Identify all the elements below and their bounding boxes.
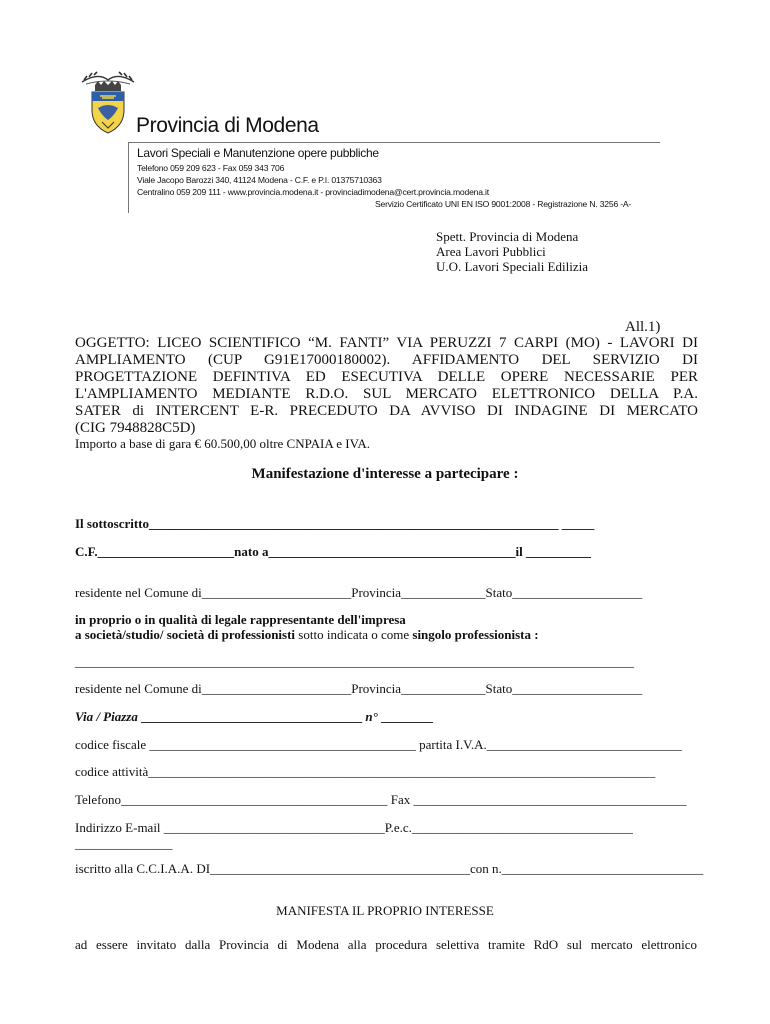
nato-label: nato a [234,544,269,559]
cf-birth-row [75,544,591,560]
department-name: Lavori Speciali e Manutenzione opere pubbliche [137,146,379,160]
email-pec-field[interactable]: Indirizzo E-mail __________________________________P.e.c.__________________________________ [75,820,633,835]
email-continuation-field[interactable]: _______________ [75,836,173,851]
capacity-professional-text: singolo professionista : [412,627,539,642]
tax-code-vat-field[interactable]: codice fiscale _________________________________________ partita I.V.A.______________________________ [75,737,682,752]
manifesta-heading: MANIFESTA IL PROPRIO INTERESSE [276,903,494,918]
form-title: Manifestazione d'interesse a partecipare : [251,466,519,482]
closing-line: ad essere invitato dalla Provincia di Modena alla procedura selettiva tramite RdO sul mercato elettronico [75,937,697,952]
header-divider [128,142,660,143]
street-label: Via / Piazza [75,709,138,724]
company-name-field[interactable]: ______________________________________________________________________________________ [75,654,634,669]
residence-field-1[interactable]: residente nel Comune di_______________________Provincia_____________Stato____________________ [75,585,643,600]
cf-label: C.F. [75,544,98,559]
residence-field-2[interactable]: residente nel Comune di_______________________Provincia_____________Stato____________________ [75,681,643,696]
cf-field[interactable]: _____________________ [97,544,235,559]
recipient-line-1: Spett. Provincia di Modena [436,229,579,244]
subject-line-2: AMPLIAMENTO (CUP G91E17000180002). AFFIDAMENTO DEL SERVIZIO DI [75,352,698,368]
province-coat-of-arms-logo [78,70,138,136]
subject-line-1: OGGETTO: LICEO SCIENTIFICO “M. FANTI” VIA PERUZZI 7 CARPI (MO) - LAVORI DI [75,335,698,351]
street-field[interactable]: __________________________________ [137,709,363,724]
address-line: Viale Jacopo Barozzi 340, 41124 Modena - C.F. e P.I. 01375710363 [137,175,382,185]
subject-line-6: (CIG 7948828C5D) [75,420,196,436]
activity-code-field[interactable]: codice attività______________________________________________________________________________ [75,764,656,779]
base-amount: Importo a base di gara € 60.500,00 oltre CNPAIA e IVA. [75,436,370,451]
number-label: n° [362,709,378,724]
capacity-company-text: a società/studio/ società di professionisti [75,627,296,642]
sottoscritto-field[interactable]: Il sottoscritto_______________________________________________________________ _____ [75,516,595,531]
switchboard-web-line: Centralino 059 209 111 - www.provincia.modena.it - provinciadimodena@cert.provincia.modena.it [137,187,489,197]
header-side-rule [128,143,129,213]
chamber-registration-field[interactable]: iscritto alla C.C.I.A.A. DI________________________________________con n._______________________________ [75,861,704,876]
il-label: il [515,544,523,559]
street-row [75,709,433,725]
phone-fax-field[interactable]: Telefono_________________________________________ Fax __________________________________________ [75,792,687,807]
recipient-line-3: U.O. Lavori Speciali Edilizia [436,259,588,274]
subject-line-4: L'AMPLIAMENTO MEDIANTE R.D.O. SUL MERCATO ELETTRONICO DELLA P.A. [75,386,698,402]
capacity-line-1: in proprio o in qualità di legale rappresentante dell'impresa [75,612,406,627]
certification-line: Servizio Certificato UNI EN ISO 9001:2008 - Registrazione N. 3256 -A- [375,199,632,209]
birthplace-field[interactable]: ______________________________________ [268,544,516,559]
attachment-label: All.1) [625,319,661,335]
phone-fax-line: Telefono 059 209 623 - Fax 059 343 706 [137,163,285,173]
birthdate-field[interactable]: __________ [522,544,591,559]
org-name: Provincia di Modena [136,114,319,137]
capacity-mid-text: sotto indicata o come [295,627,413,642]
recipient-line-2: Area Lavori Pubblici [436,244,546,259]
number-field[interactable]: ________ [377,709,434,724]
capacity-line-2 [75,627,539,643]
subject-line-3: PROGETTAZIONE DEFINTIVA ED ESECUTIVA DELLE OPERE NECESSARIE PER [75,369,698,385]
subject-line-5: SATER di INTERCENT E-R. PRECEDUTO DA AVVISO DI INDAGINE DI MERCATO [75,403,698,419]
